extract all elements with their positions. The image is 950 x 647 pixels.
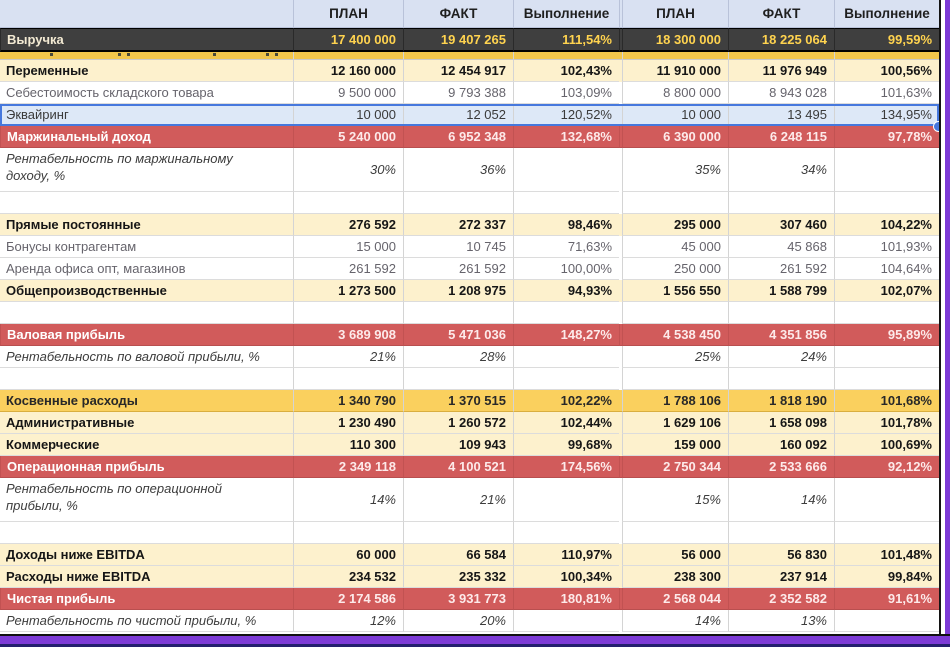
table-row: [0, 544, 939, 566]
row-label-cell[interactable]: Доходы ниже EBITDA: [0, 544, 293, 566]
value-cell[interactable]: 30%: [293, 148, 403, 192]
value-cell[interactable]: 235 332: [403, 566, 513, 588]
value-cell[interactable]: 307 460: [728, 214, 834, 236]
column-header-plan-2[interactable]: ПЛАН: [622, 0, 728, 28]
table-row: [0, 258, 939, 280]
value-cell[interactable]: [513, 346, 619, 368]
value-cell[interactable]: 174,56%: [513, 456, 619, 478]
value-cell[interactable]: 28%: [403, 346, 513, 368]
value-cell[interactable]: 2 750 344: [622, 456, 728, 478]
value-cell[interactable]: [834, 610, 939, 632]
table-row: [0, 60, 939, 82]
row-label-cell[interactable]: Рентабельность по чистой прибыли, %: [0, 610, 293, 632]
value-cell[interactable]: 18 225 064: [728, 28, 834, 52]
value-cell[interactable]: 101,48%: [834, 544, 939, 566]
table-row: [0, 412, 939, 434]
window-border-bottom: [0, 634, 950, 647]
value-cell[interactable]: 14%: [622, 610, 728, 632]
value-cell[interactable]: 12 052: [403, 104, 513, 126]
row-label-cell[interactable]: Рентабельность по операционной прибыли, %: [0, 478, 293, 522]
row-label-cell[interactable]: Выручка: [0, 28, 293, 52]
value-cell[interactable]: 11 910 000: [622, 60, 728, 82]
value-cell[interactable]: 132,68%: [513, 126, 619, 148]
value-cell[interactable]: [622, 522, 728, 544]
value-cell[interactable]: 2 533 666: [728, 456, 834, 478]
selection-handle[interactable]: [933, 121, 941, 132]
row-label-cell[interactable]: [0, 522, 293, 544]
corner-header-cell[interactable]: [0, 0, 293, 28]
table-row: [0, 610, 939, 632]
column-header-execution-2[interactable]: Выполнение: [834, 0, 939, 28]
value-cell[interactable]: 56 830: [728, 544, 834, 566]
value-cell[interactable]: 1 658 098: [728, 412, 834, 434]
value-cell[interactable]: 1 629 106: [622, 412, 728, 434]
value-cell[interactable]: 6 248 115: [728, 126, 834, 148]
value-cell[interactable]: [513, 302, 619, 324]
value-cell[interactable]: 13%: [728, 610, 834, 632]
value-cell[interactable]: [513, 368, 619, 390]
value-cell[interactable]: 101,68%: [834, 390, 939, 412]
value-cell[interactable]: 14%: [293, 478, 403, 522]
value-cell[interactable]: 25%: [622, 346, 728, 368]
value-cell[interactable]: 250 000: [622, 258, 728, 280]
value-cell[interactable]: 2 568 044: [622, 588, 728, 610]
value-cell[interactable]: 261 592: [403, 258, 513, 280]
value-cell[interactable]: [403, 302, 513, 324]
value-cell[interactable]: 110 300: [293, 434, 403, 456]
value-cell[interactable]: 276 592: [293, 214, 403, 236]
value-cell[interactable]: [513, 522, 619, 544]
value-cell[interactable]: [728, 522, 834, 544]
value-cell[interactable]: [513, 192, 619, 214]
value-cell[interactable]: 10 745: [403, 236, 513, 258]
value-cell[interactable]: 100,34%: [513, 566, 619, 588]
value-cell[interactable]: 92,12%: [834, 456, 939, 478]
value-cell[interactable]: 10 000: [293, 104, 403, 126]
value-cell[interactable]: 98,46%: [513, 214, 619, 236]
value-cell[interactable]: 11 976 949: [728, 60, 834, 82]
value-cell[interactable]: 1 340 790: [293, 390, 403, 412]
value-cell[interactable]: 148,27%: [513, 324, 619, 346]
value-cell[interactable]: [293, 192, 403, 214]
value-cell[interactable]: 99,68%: [513, 434, 619, 456]
value-cell[interactable]: 100,00%: [513, 258, 619, 280]
value-cell[interactable]: 134,95%: [834, 104, 939, 126]
value-cell[interactable]: [513, 610, 619, 632]
value-cell[interactable]: 17 400 000: [293, 28, 403, 52]
value-cell[interactable]: 18 300 000: [622, 28, 728, 52]
value-cell[interactable]: 102,43%: [513, 60, 619, 82]
value-cell[interactable]: 20%: [403, 610, 513, 632]
value-cell[interactable]: 120,52%: [513, 104, 619, 126]
value-cell[interactable]: 238 300: [622, 566, 728, 588]
row-label-cell[interactable]: Аренда офиса опт, магазинов: [0, 258, 293, 280]
row-label-cell[interactable]: Прямые постоянные: [0, 214, 293, 236]
value-cell[interactable]: 9 500 000: [293, 82, 403, 104]
table-row: [0, 28, 939, 52]
value-cell[interactable]: 10 000: [622, 104, 728, 126]
value-cell[interactable]: 104,22%: [834, 214, 939, 236]
value-cell[interactable]: [728, 302, 834, 324]
value-cell[interactable]: 4 100 521: [403, 456, 513, 478]
value-cell[interactable]: 101,63%: [834, 82, 939, 104]
value-cell[interactable]: 21%: [403, 478, 513, 522]
table-row: [0, 324, 939, 346]
value-cell[interactable]: [293, 522, 403, 544]
table-row: [0, 302, 939, 324]
row-label-cell[interactable]: Косвенные расходы: [0, 390, 293, 412]
column-header-plan-1[interactable]: ПЛАН: [293, 0, 403, 28]
value-cell[interactable]: 9 793 388: [403, 82, 513, 104]
table-row: [0, 148, 939, 192]
value-cell[interactable]: 109 943: [403, 434, 513, 456]
value-cell[interactable]: 1 588 799: [728, 280, 834, 302]
value-cell[interactable]: [513, 478, 619, 522]
value-cell[interactable]: 111,54%: [513, 28, 619, 52]
value-cell[interactable]: 237 914: [728, 566, 834, 588]
column-header-execution-1[interactable]: Выполнение: [513, 0, 619, 28]
table-row: [0, 104, 939, 126]
value-cell[interactable]: 1 273 500: [293, 280, 403, 302]
value-cell[interactable]: 103,09%: [513, 82, 619, 104]
value-cell[interactable]: 71,63%: [513, 236, 619, 258]
clipped-text-mark: [266, 53, 269, 56]
value-cell[interactable]: [403, 52, 513, 60]
value-cell[interactable]: 91,61%: [834, 588, 939, 610]
value-cell[interactable]: 110,97%: [513, 544, 619, 566]
row-label-cell[interactable]: Административные: [0, 412, 293, 434]
value-cell[interactable]: 14%: [728, 478, 834, 522]
value-cell[interactable]: 15 000: [293, 236, 403, 258]
table-body: [0, 28, 939, 632]
value-cell[interactable]: 100,56%: [834, 60, 939, 82]
value-cell[interactable]: 4 351 856: [728, 324, 834, 346]
value-cell[interactable]: 1 208 975: [403, 280, 513, 302]
value-cell[interactable]: [403, 192, 513, 214]
value-cell[interactable]: [728, 368, 834, 390]
row-label-cell[interactable]: Эквайринг: [0, 104, 293, 126]
value-cell[interactable]: 56 000: [622, 544, 728, 566]
value-cell[interactable]: 102,22%: [513, 390, 619, 412]
value-cell[interactable]: 100,69%: [834, 434, 939, 456]
value-cell[interactable]: [622, 52, 728, 60]
value-cell[interactable]: 12 160 000: [293, 60, 403, 82]
value-cell[interactable]: 234 532: [293, 566, 403, 588]
value-cell[interactable]: [513, 148, 619, 192]
value-cell[interactable]: 19 407 265: [403, 28, 513, 52]
value-cell[interactable]: [728, 52, 834, 60]
value-cell[interactable]: 261 592: [728, 258, 834, 280]
value-cell[interactable]: 36%: [403, 148, 513, 192]
table-row: [0, 346, 939, 368]
table-row: [0, 280, 939, 302]
table-row: [0, 192, 939, 214]
value-cell[interactable]: 1 370 515: [403, 390, 513, 412]
value-cell[interactable]: 1 230 490: [293, 412, 403, 434]
value-cell[interactable]: [834, 148, 939, 192]
value-cell[interactable]: 2 174 586: [293, 588, 403, 610]
value-cell[interactable]: 1 260 572: [403, 412, 513, 434]
table-row: [0, 456, 939, 478]
row-label-cell[interactable]: Валовая прибыль: [0, 324, 293, 346]
value-cell[interactable]: 12 454 917: [403, 60, 513, 82]
table-row: [0, 478, 939, 522]
value-cell[interactable]: [403, 368, 513, 390]
row-label-cell[interactable]: Себестоимость складского товара: [0, 82, 293, 104]
value-cell[interactable]: 102,44%: [513, 412, 619, 434]
row-label-cell[interactable]: Коммерческие: [0, 434, 293, 456]
value-cell[interactable]: [834, 302, 939, 324]
column-header-fact-2[interactable]: ФАКТ: [728, 0, 834, 28]
value-cell[interactable]: [513, 52, 619, 60]
value-cell[interactable]: [622, 192, 728, 214]
clipped-text-mark: [213, 53, 216, 56]
value-cell[interactable]: 101,78%: [834, 412, 939, 434]
value-cell[interactable]: 102,07%: [834, 280, 939, 302]
hidden-collapsed-row: [0, 52, 939, 60]
value-cell[interactable]: 3 931 773: [403, 588, 513, 610]
value-cell[interactable]: 99,59%: [834, 28, 939, 52]
value-cell[interactable]: 8 943 028: [728, 82, 834, 104]
row-label-cell[interactable]: [0, 52, 293, 60]
clipped-text-mark: [50, 53, 53, 56]
value-cell[interactable]: [728, 192, 834, 214]
value-cell[interactable]: 66 584: [403, 544, 513, 566]
table-row: [0, 566, 939, 588]
value-cell[interactable]: 101,93%: [834, 236, 939, 258]
value-cell[interactable]: 12%: [293, 610, 403, 632]
table-row: [0, 522, 939, 544]
value-cell[interactable]: 6 390 000: [622, 126, 728, 148]
value-cell[interactable]: 159 000: [622, 434, 728, 456]
value-cell[interactable]: 272 337: [403, 214, 513, 236]
row-label-cell[interactable]: [0, 368, 293, 390]
row-label-cell[interactable]: Чистая прибыль: [0, 588, 293, 610]
value-cell[interactable]: 1 788 106: [622, 390, 728, 412]
value-cell[interactable]: [293, 52, 403, 60]
value-cell[interactable]: [622, 302, 728, 324]
row-label-cell[interactable]: [0, 192, 293, 214]
value-cell[interactable]: 45 000: [622, 236, 728, 258]
row-label-cell[interactable]: Переменные: [0, 60, 293, 82]
table-row: [0, 588, 939, 610]
table-row: [0, 368, 939, 390]
value-cell[interactable]: 21%: [293, 346, 403, 368]
table-header-row: [0, 0, 939, 28]
value-cell[interactable]: 15%: [622, 478, 728, 522]
value-cell[interactable]: 6 952 348: [403, 126, 513, 148]
value-cell[interactable]: [834, 52, 939, 60]
table-row: [0, 82, 939, 104]
table-row: [0, 126, 939, 148]
value-cell[interactable]: 8 800 000: [622, 82, 728, 104]
value-cell[interactable]: 99,84%: [834, 566, 939, 588]
window-border-right: [945, 0, 950, 647]
value-cell[interactable]: [834, 192, 939, 214]
value-cell[interactable]: 60 000: [293, 544, 403, 566]
clipped-text-mark: [127, 53, 130, 56]
row-label-cell[interactable]: Рентабельность по валовой прибыли, %: [0, 346, 293, 368]
value-cell[interactable]: [622, 368, 728, 390]
value-cell[interactable]: [293, 302, 403, 324]
value-cell[interactable]: 94,93%: [513, 280, 619, 302]
value-cell[interactable]: 5 240 000: [293, 126, 403, 148]
value-cell[interactable]: 104,64%: [834, 258, 939, 280]
column-header-fact-1[interactable]: ФАКТ: [403, 0, 513, 28]
value-cell[interactable]: [293, 368, 403, 390]
table-row: [0, 236, 939, 258]
value-cell[interactable]: [834, 346, 939, 368]
row-label-cell[interactable]: Маржинальный доход: [0, 126, 293, 148]
value-cell[interactable]: [834, 522, 939, 544]
value-cell[interactable]: 295 000: [622, 214, 728, 236]
row-label-cell[interactable]: Расходы ниже EBITDA: [0, 566, 293, 588]
value-cell[interactable]: 180,81%: [513, 588, 619, 610]
value-cell[interactable]: 45 868: [728, 236, 834, 258]
value-cell[interactable]: 4 538 450: [622, 324, 728, 346]
value-cell[interactable]: 261 592: [293, 258, 403, 280]
value-cell[interactable]: 24%: [728, 346, 834, 368]
value-cell[interactable]: 5 471 036: [403, 324, 513, 346]
value-cell[interactable]: 13 495: [728, 104, 834, 126]
row-label-cell[interactable]: [0, 302, 293, 324]
value-cell[interactable]: 1 556 550: [622, 280, 728, 302]
clipped-text-mark: [118, 53, 121, 56]
table-row: [0, 434, 939, 456]
table-row: [0, 390, 939, 412]
value-cell[interactable]: 34%: [728, 148, 834, 192]
table-row: [0, 214, 939, 236]
value-cell[interactable]: 2 352 582: [728, 588, 834, 610]
value-cell[interactable]: 97,78%: [834, 126, 939, 148]
value-cell[interactable]: [403, 522, 513, 544]
clipped-text-mark: [275, 53, 278, 56]
value-cell[interactable]: [834, 368, 939, 390]
row-label-cell[interactable]: Операционная прибыль: [0, 456, 293, 478]
value-cell[interactable]: 160 092: [728, 434, 834, 456]
row-label-cell[interactable]: Бонусы контрагентам: [0, 236, 293, 258]
value-cell[interactable]: 35%: [622, 148, 728, 192]
value-cell[interactable]: 3 689 908: [293, 324, 403, 346]
value-cell[interactable]: 2 349 118: [293, 456, 403, 478]
row-label-cell[interactable]: Рентабельность по маржинальному доходу, %: [0, 148, 293, 192]
value-cell[interactable]: 95,89%: [834, 324, 939, 346]
row-label-cell[interactable]: Общепроизводственные: [0, 280, 293, 302]
value-cell[interactable]: 1 818 190: [728, 390, 834, 412]
value-cell[interactable]: [834, 478, 939, 522]
